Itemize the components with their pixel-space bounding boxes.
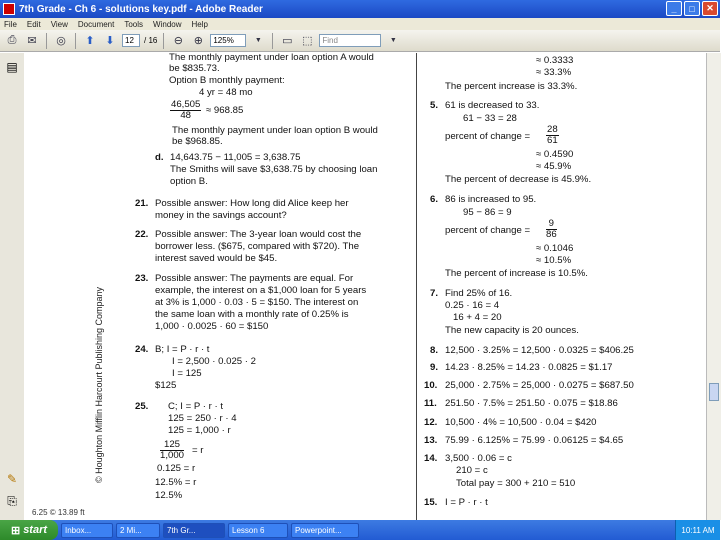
question-number: 8. — [430, 345, 439, 356]
answer-line: 0.125 = r — [157, 463, 196, 474]
answer-line: percent of change = — [445, 225, 531, 236]
answer-line: Possible answer: The 3-year loan would cost the — [155, 229, 362, 240]
minimize-button[interactable]: _ — [666, 1, 682, 16]
scrollbar-thumb[interactable] — [709, 383, 719, 401]
publisher-credit: © Houghton Mifflin Harcourt Publishing Company — [94, 286, 104, 483]
toolbar-divider — [75, 33, 76, 49]
question-number: 12. — [424, 417, 438, 428]
answer-line: The monthly payment under loan option B would — [172, 125, 378, 136]
answer-line: Option B monthly payment: — [169, 75, 285, 86]
answer-line: 12,500 · 3.25% = 12,500 · 0.0325 = $406.25 — [445, 345, 634, 356]
answer-line: 95 − 86 = 9 — [463, 207, 512, 218]
fraction: $\frac{28}{61}$ — [547, 124, 558, 146]
answer-line: money in the savings account? — [155, 210, 287, 221]
toolbar-divider — [163, 33, 164, 49]
page-footer: 6.25 © 13.89 ft — [32, 508, 85, 517]
question-number: 10. — [424, 380, 438, 391]
answer-line: $125 — [155, 380, 177, 391]
system-clock: 10:11 AM — [675, 520, 720, 540]
windows-logo-icon: ⊞ — [10, 524, 21, 537]
find-input[interactable]: Find — [319, 34, 381, 47]
question-number: 9. — [430, 362, 439, 373]
answer-line: ≈ 10.5% — [536, 255, 572, 266]
menu-help[interactable]: Help — [191, 19, 208, 29]
question-number: 24. — [135, 344, 149, 355]
menu-edit[interactable]: Edit — [26, 19, 41, 29]
question-number: 5. — [430, 100, 439, 111]
taskbar-item[interactable]: 2 Mi... — [116, 523, 160, 538]
answer-line: 1,000 · 0.0025 · 60 = $150 — [155, 321, 269, 332]
answer-line: option B. — [170, 176, 208, 187]
answer-line: C; I = P · r · t — [168, 401, 223, 412]
page-number-input[interactable]: 12 — [122, 34, 140, 47]
answer-line: The percent of decrease is 45.9%. — [445, 174, 592, 185]
answer-line: 10,500 · 4% = 10,500 · 0.04 = $420 — [445, 417, 597, 428]
zoom-out-icon[interactable]: ⊖ — [173, 35, 183, 47]
collaborate-icon[interactable]: ◎ — [56, 35, 66, 47]
answer-line: example, the interest on a $1,000 loan for 5 years — [155, 285, 367, 296]
answer-line: the same loan with a monthly rate of 0.25% is — [155, 309, 349, 320]
answer-line: 12.5% — [155, 490, 183, 501]
print-icon[interactable]: ⎙ — [7, 34, 17, 46]
answer-line: B; I = P · r · t — [155, 344, 210, 355]
answer-line: 61 is decreased to 33. — [445, 100, 540, 111]
page-total: / 16 — [144, 36, 158, 45]
pdf-page — [32, 52, 706, 520]
pages-icon[interactable]: ▤ — [6, 60, 18, 74]
fit-page-icon[interactable]: ▭ — [282, 35, 293, 47]
answer-line: ≈ 0.4590 — [536, 149, 574, 160]
adobe-reader-icon — [3, 3, 15, 15]
question-number: 21. — [135, 198, 149, 209]
menu-bar — [0, 18, 720, 30]
question-number: 22. — [135, 229, 149, 240]
document-gutter — [24, 53, 92, 520]
answer-line: I = P · r · t — [445, 497, 488, 508]
chevron-down-icon[interactable]: ▼ — [254, 37, 262, 44]
close-button[interactable]: ✕ — [702, 1, 718, 16]
attachments-icon[interactable]: ⎘ — [7, 493, 17, 508]
menu-view[interactable]: View — [50, 19, 68, 29]
answer-line: 25,000 · 2.75% = 25,000 · 0.0275 = $687.50 — [445, 380, 634, 391]
answer-line: 14,643.75 − 11,005 = 3,638.75 — [170, 152, 301, 163]
fraction: $\frac{9}{86}$ — [546, 218, 557, 240]
answer-line: 86 is increased to 95. — [445, 194, 537, 205]
question-number: 23. — [135, 273, 149, 284]
part-label: d. — [155, 152, 164, 163]
zoom-in-icon[interactable]: ⊕ — [193, 35, 203, 47]
answer-line: 4 yr = 48 mo — [199, 87, 253, 98]
answer-line: ≈ 33.3% — [536, 67, 572, 78]
answer-line: interest saved would be $45. — [155, 253, 278, 264]
vertical-scrollbar[interactable] — [706, 53, 721, 520]
fit-width-icon[interactable]: ⬚ — [302, 35, 313, 47]
answer-line: Possible answer: How long did Alice keep her — [155, 198, 349, 209]
answer-line: 0.25 · 16 = 4 — [445, 300, 500, 311]
previous-page-icon[interactable]: ⬆ — [85, 35, 95, 47]
answer-line: ≈ 45.9% — [536, 161, 572, 172]
question-number: 11. — [424, 398, 437, 409]
answer-line: The Smiths will save $3,638.75 by choosing loan — [170, 164, 378, 175]
title-bar — [0, 0, 720, 18]
question-number: 15. — [424, 497, 438, 508]
find-dropdown-icon[interactable]: ▼ — [389, 37, 397, 44]
answer-line: ≈ 968.85 — [206, 105, 244, 116]
navigation-panel — [0, 53, 25, 520]
toolbar-divider — [46, 33, 47, 49]
start-button[interactable] — [0, 520, 58, 540]
answer-line: = r — [192, 445, 204, 456]
answer-line: at 3% is 1,000 · 0.03 · 5 = $150. The interest on — [155, 297, 359, 308]
answer-line: Possible answer: The payments are equal. For — [155, 273, 354, 284]
zoom-select[interactable]: 125% — [210, 34, 246, 47]
answer-line: ≈ 0.3333 — [536, 55, 574, 66]
toolbar-divider — [272, 33, 273, 49]
taskbar-item[interactable]: Powerpoint... — [291, 523, 359, 538]
answer-line: be $968.85. — [172, 136, 223, 147]
taskbar — [0, 520, 720, 540]
answer-line: 14.23 · 8.25% = 14.23 · 0.0825 = $1.17 — [445, 362, 613, 373]
answer-line: Find 25% of 16. — [445, 288, 513, 299]
question-number: 25. — [135, 401, 149, 412]
answer-line: The new capacity is 20 ounces. — [445, 325, 579, 336]
start-label: start — [23, 524, 48, 536]
answer-line: 3,500 · 0.06 = c — [445, 453, 512, 464]
answer-line: be $835.73. — [169, 63, 220, 74]
answer-line: The percent increase is 33.3%. — [445, 81, 578, 92]
answer-line: 251.50 · 7.5% = 251.50 · 0.075 = $18.86 — [445, 398, 618, 409]
next-page-icon[interactable]: ⬇ — [105, 35, 115, 47]
answer-line: 16 + 4 = 20 — [453, 312, 502, 323]
answer-line: The percent of increase is 10.5%. — [445, 268, 588, 279]
answer-line: 12.5% = r — [155, 477, 197, 488]
menu-document[interactable]: Document — [77, 19, 115, 29]
answer-line: 210 = c — [456, 465, 488, 476]
answer-line: percent of change = — [445, 131, 531, 142]
question-number: 7. — [430, 288, 439, 299]
question-number: 14. — [424, 453, 438, 464]
toolbar — [0, 30, 720, 52]
answer-line: I = 125 — [172, 368, 202, 379]
taskbar-item[interactable]: Lesson 6 — [228, 523, 288, 538]
column-divider — [416, 53, 417, 520]
question-number: 6. — [430, 194, 439, 205]
menu-window[interactable]: Window — [153, 19, 182, 29]
question-number: 13. — [424, 435, 438, 446]
fraction: $\frac{46,505}{48}$ — [171, 99, 201, 121]
answer-line: 125 = 1,000 · r — [168, 425, 231, 436]
taskbar-item[interactable]: 7th Gr... — [163, 523, 225, 538]
taskbar-item[interactable]: Inbox... — [61, 523, 113, 538]
window-controls — [666, 1, 718, 16]
comments-icon[interactable]: ✎ — [6, 472, 18, 486]
answer-line: The monthly payment under loan option A would — [169, 52, 374, 63]
menu-tools[interactable]: Tools — [124, 19, 144, 29]
answer-line: ≈ 0.1046 — [536, 243, 574, 254]
answer-line: 61 − 33 = 28 — [463, 113, 517, 124]
maximize-button[interactable]: □ — [684, 1, 700, 16]
answer-line: 75.99 · 6.125% = 75.99 · 0.06125 = $4.65 — [445, 435, 624, 446]
email-icon[interactable]: ✉ — [27, 35, 37, 47]
answer-line: borrower less. ($675, compared with $720). The — [155, 241, 360, 252]
answer-line: 125 = 250 · r · 4 — [168, 413, 237, 424]
window-title: 7th Grade - Ch 6 - solutions key.pdf - Adobe Reader — [19, 3, 263, 15]
fraction: $\frac{125}{1,000}$ — [160, 439, 185, 461]
answer-line: Total pay = 300 + 210 = 510 — [456, 478, 576, 489]
answer-line: I = 2,500 · 0.025 · 2 — [172, 356, 257, 367]
menu-file[interactable]: File — [4, 19, 17, 29]
